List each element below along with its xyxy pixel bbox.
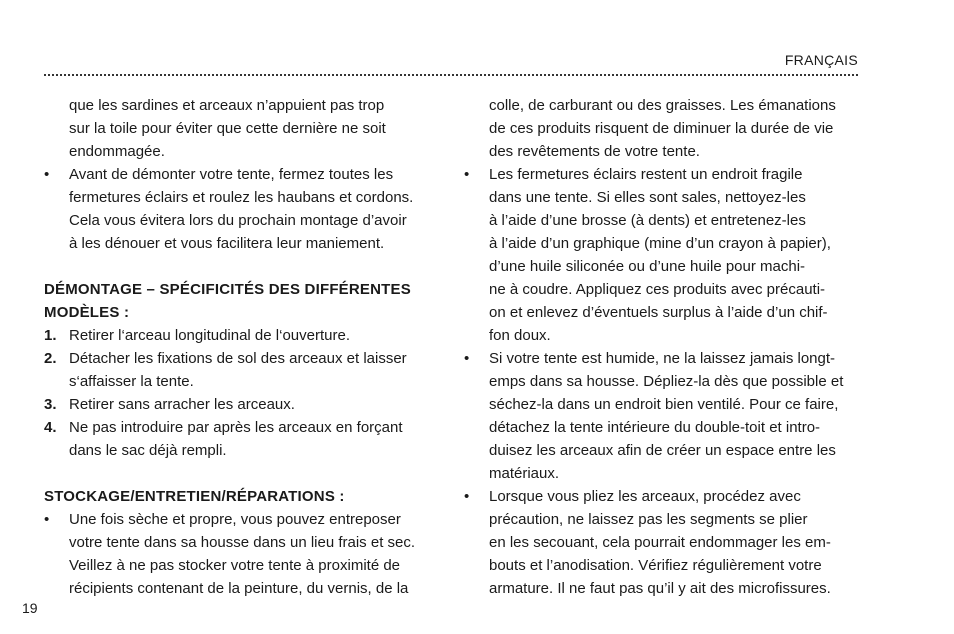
numbered-step — [44, 416, 444, 439]
bullet-item — [464, 163, 864, 186]
bullet-text: fermetures éclairs et roulez les haubans et cordons. — [69, 189, 414, 206]
bullet-text: armature. Il ne faut pas qu’il y ait des microfissures. — [489, 580, 831, 597]
bullet-text: en les secouant, cela pourrait endommager les em- — [489, 534, 831, 551]
bullet-text: matériaux. — [489, 465, 560, 482]
step-number: 2. — [44, 350, 57, 367]
bullet-marker: • — [464, 488, 470, 505]
bullet-text: précaution, ne laissez pas les segments se plier — [489, 511, 808, 528]
bullet-marker: • — [464, 166, 470, 183]
bullet-text: bouts et l’anodisation. Vérifiez régulièrement votre — [489, 557, 822, 574]
bullet-text: Une fois sèche et propre, vous pouvez entreposer — [69, 511, 401, 528]
numbered-step — [44, 324, 444, 347]
bullet-text: fon doux. — [489, 327, 551, 344]
paragraph-line: endommagée. — [69, 143, 165, 160]
bullet-text: à l’aide d’une brosse (à dents) et entretenez-les — [489, 212, 806, 229]
numbered-step — [44, 347, 444, 370]
bullet-text: à les dénouer et vous facilitera leur maniement. — [69, 235, 385, 252]
bullet-text: Veillez à ne pas stocker votre tente à proximité de — [69, 557, 401, 574]
paragraph-line: sur la toile pour éviter que cette dernière ne soit — [69, 120, 386, 137]
step-text: dans le sac déjà rempli. — [69, 442, 227, 459]
bullet-item — [464, 485, 864, 508]
dotted-separator — [44, 74, 858, 76]
bullet-text: séchez-la dans un endroit bien ventilé. Pour ce faire, — [489, 396, 839, 413]
bullet-text: Avant de démonter votre tente, fermez toutes les — [69, 166, 394, 183]
bullet-marker: • — [464, 350, 470, 367]
bullet-text: Lorsque vous pliez les arceaux, procédez avec — [489, 488, 801, 505]
bullet-text: d’une huile siliconée ou d’une huile pour machi- — [489, 258, 806, 275]
bullet-text: Cela vous évitera lors du prochain montage d’avoir — [69, 212, 407, 229]
step-text: s‘affaisser la tente. — [69, 373, 194, 390]
step-text: Retirer sans arracher les arceaux. — [69, 396, 295, 413]
bullet-text: votre tente dans sa housse dans un lieu frais et sec. — [69, 534, 416, 551]
bullet-text: dans une tente. Si elles sont sales, nettoyez-les — [489, 189, 806, 206]
page-number: 19 — [22, 600, 38, 616]
bullet-marker: • — [44, 511, 50, 528]
paragraph-line: colle, de carburant ou des graisses. Les émanations — [489, 97, 836, 114]
bullet-text: Si votre tente est humide, ne la laissez jamais longt- — [489, 350, 836, 367]
step-text: Retirer l‘arceau longitudinal de l‘ouverture. — [69, 327, 350, 344]
step-text: Détacher les fixations de sol des arceaux et laisser — [69, 350, 407, 367]
paragraph-line: de ces produits risquent de diminuer la durée de vie — [489, 120, 834, 137]
bullet-text: à l’aide d’un graphique (mine d’un crayon à papier), — [489, 235, 831, 252]
bullet-text: emps dans sa housse. Dépliez-la dès que possible et — [489, 373, 844, 390]
bullet-item — [464, 347, 864, 370]
left-column — [44, 94, 444, 600]
paragraph-line: des revêtements de votre tente. — [489, 143, 700, 160]
paragraph-line: que les sardines et arceaux n’appuient pas trop — [69, 97, 385, 114]
bullet-item — [44, 508, 444, 531]
bullet-text: duisez les arceaux afin de créer un espace entre les — [489, 442, 836, 459]
bullet-text: Les fermetures éclairs restent un endroit fragile — [489, 166, 803, 183]
bullet-text: récipients contenant de la peinture, du vernis, de la — [69, 580, 409, 597]
step-number: 4. — [44, 419, 57, 436]
section-heading-storage: STOCKAGE/ENTRETIEN/RÉPARATIONS : — [44, 488, 345, 505]
bullet-text: on et enlevez d’éventuels surplus à l’aide d’un chif- — [489, 304, 828, 321]
bullet-text: détachez la tente intérieure du double-toit et intro- — [489, 419, 821, 436]
bullet-item — [44, 163, 444, 186]
language-label: FRANÇAIS — [784, 52, 858, 68]
section-heading-dismantle: DÉMONTAGE – SPÉCIFICITÉS DES DIFFÉRENTES — [44, 281, 411, 298]
step-number: 1. — [44, 327, 57, 344]
step-text: Ne pas introduire par après les arceaux en forçant — [69, 419, 403, 436]
step-number: 3. — [44, 396, 57, 413]
numbered-step — [44, 393, 444, 416]
right-column — [464, 94, 864, 600]
bullet-text: ne à coudre. Appliquez ces produits avec précauti- — [489, 281, 826, 298]
bullet-marker: • — [44, 166, 50, 183]
section-heading-dismantle: MODÈLES : — [44, 304, 130, 321]
